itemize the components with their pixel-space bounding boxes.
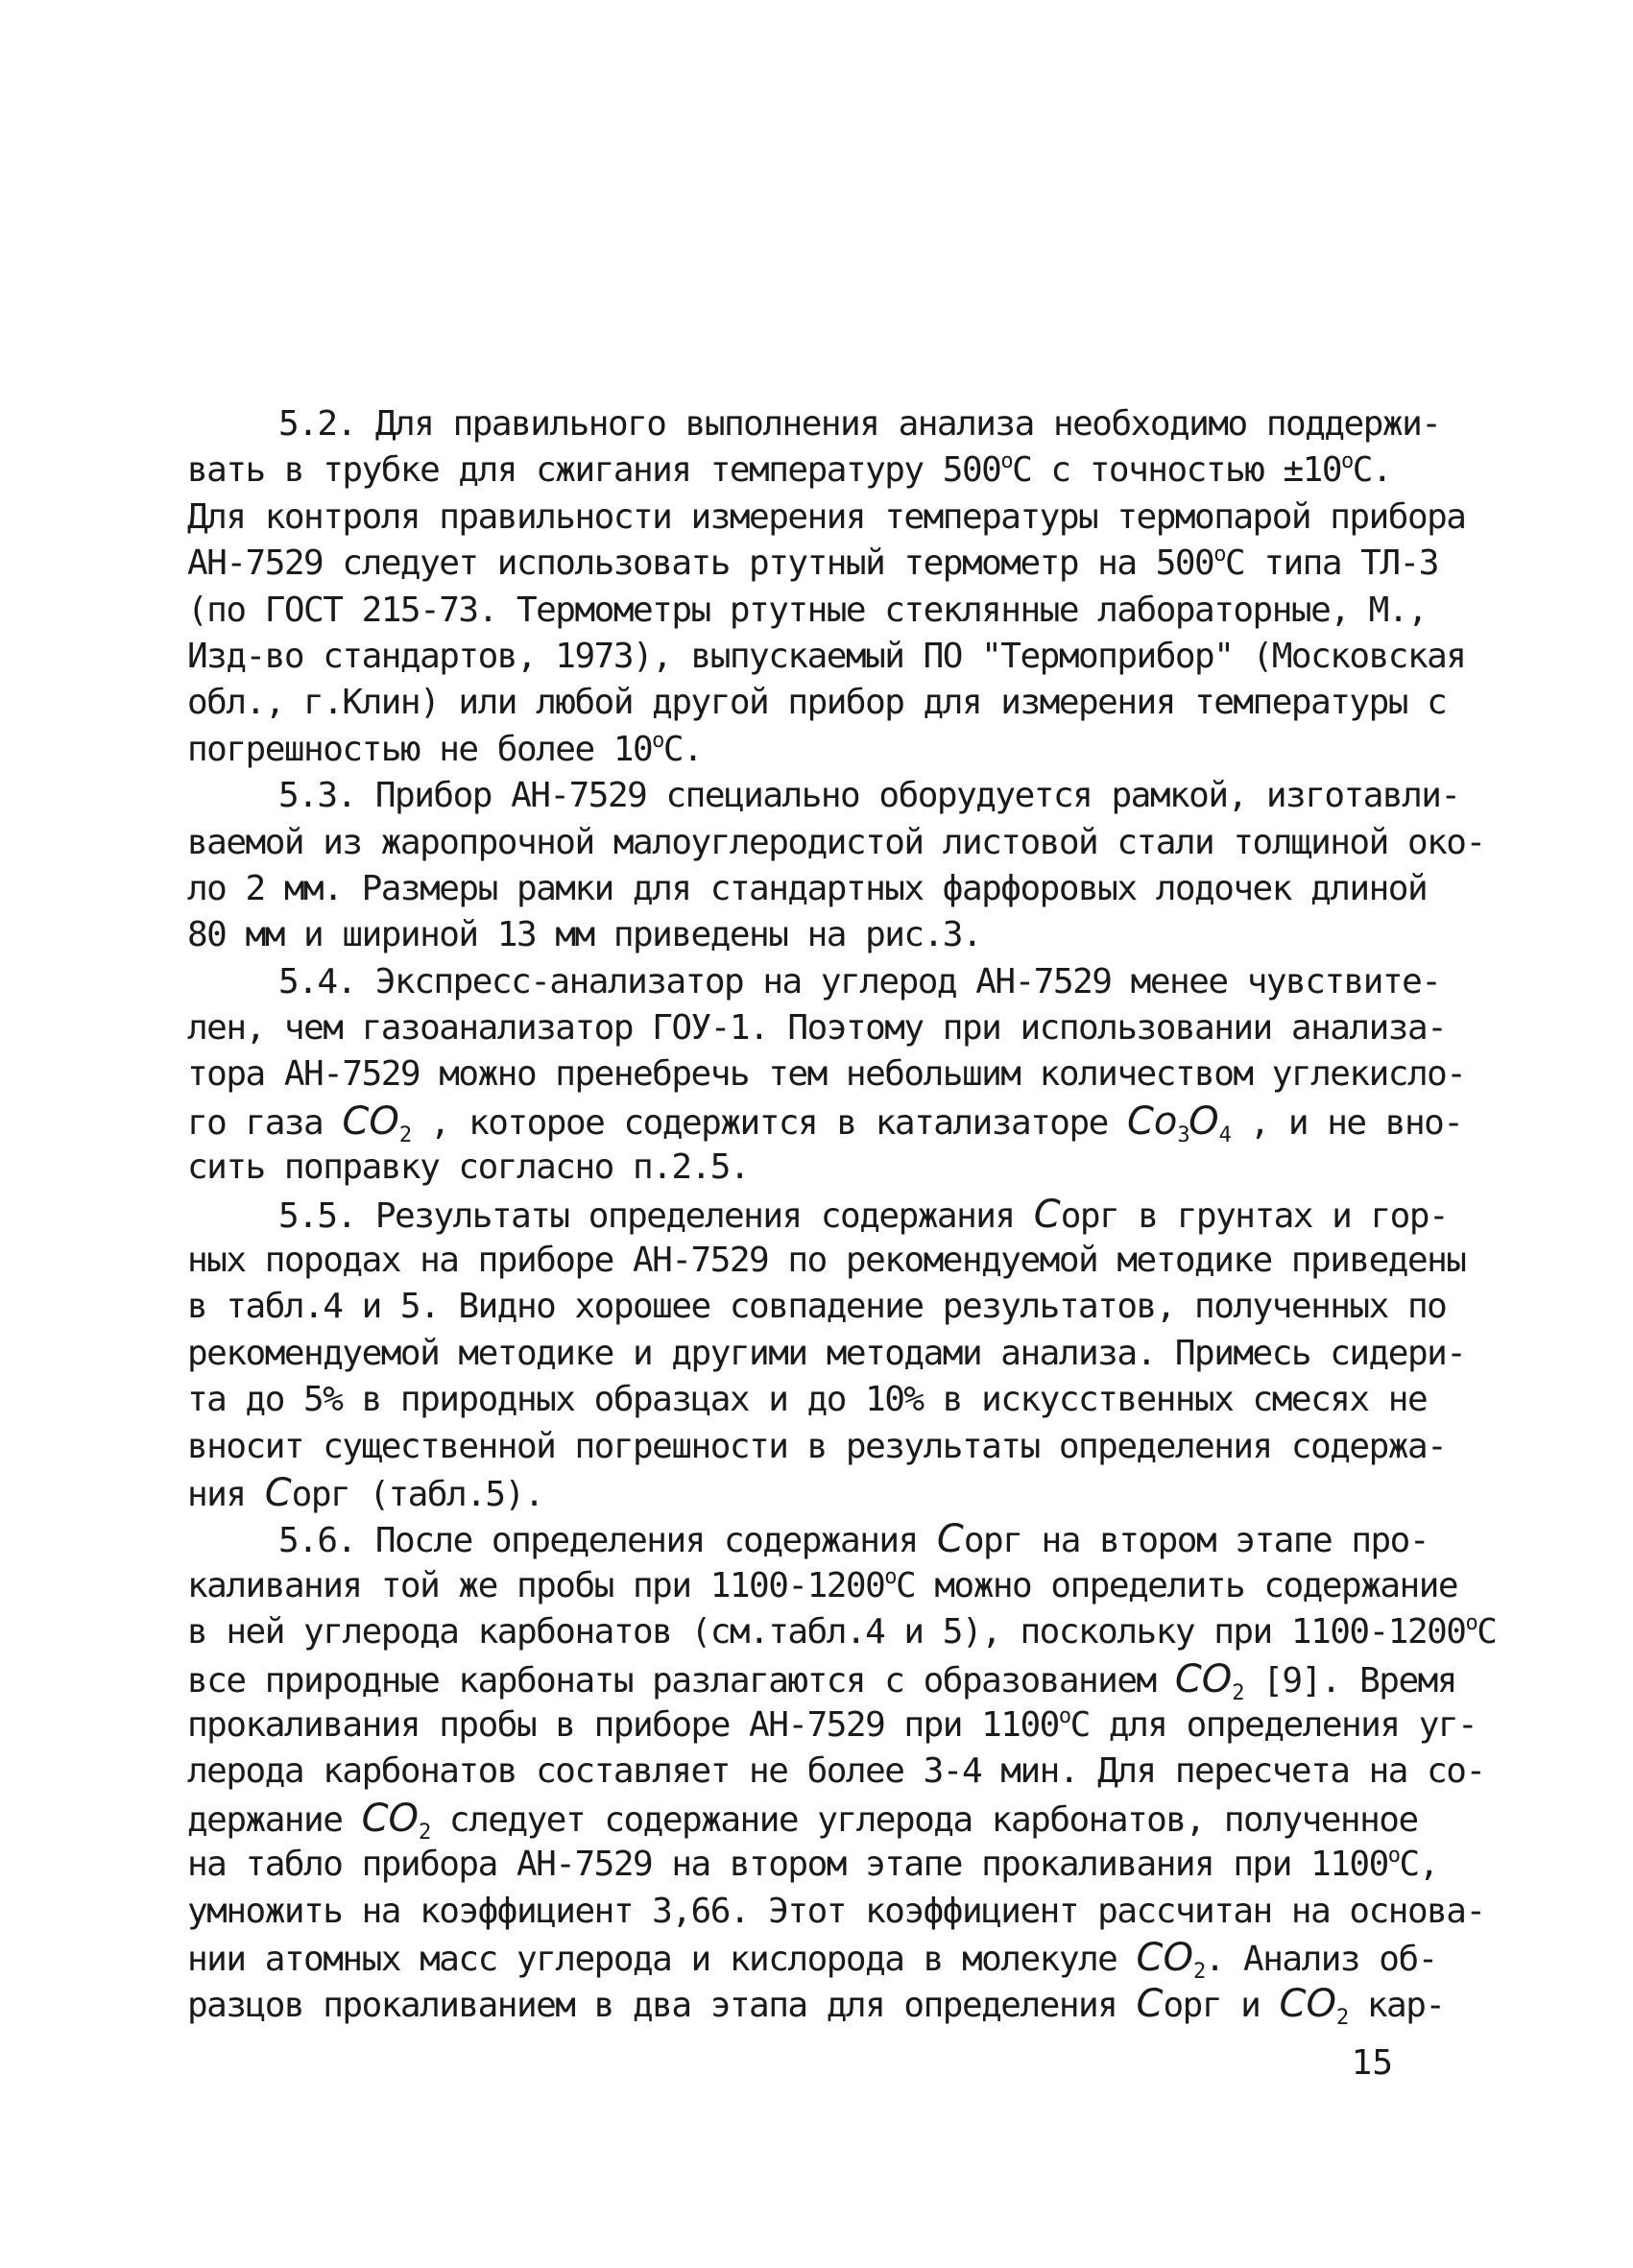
superscript: о	[1465, 1611, 1477, 1636]
text-line	[187, 1424, 1450, 1470]
text-segment: ваемой из жаропрочной малоуглеродистой листовой стали толщиной око-	[187, 822, 1485, 862]
handwritten-formula: Co	[1127, 1098, 1178, 1144]
text-segment: сить поправку согласно п.2.5.	[187, 1147, 750, 1188]
text-line	[187, 866, 1450, 912]
handwritten-formula: C	[1033, 1192, 1061, 1237]
text-segment: ло 2 мм. Размеры рамки для стандартных фарфоровых лодочек длиной	[187, 868, 1428, 908]
text-segment: в ней углерода карбонатов (см.табл.4 и 5), поскольку при 1100-1200	[187, 1612, 1466, 1653]
text-line	[187, 959, 1450, 1005]
handwritten-formula: CO	[1279, 1982, 1336, 2027]
superscript: о	[884, 1564, 897, 1589]
superscript: о	[1213, 543, 1225, 567]
text-line	[187, 820, 1485, 866]
text-line	[187, 1377, 1450, 1423]
text-segment: С можно определить содержание	[896, 1565, 1458, 1605]
text-segment: , которое содержится в катализаторе	[410, 1102, 1127, 1143]
text-segment: прокаливания пробы в приборе АН-7529 при 1100	[187, 1704, 1059, 1745]
text-segment: кар-	[1347, 1986, 1445, 2026]
text-line	[187, 541, 1450, 587]
text-line	[187, 1284, 1450, 1330]
handwritten-formula: CO	[1136, 1935, 1193, 1980]
text-line	[187, 588, 1450, 634]
text-segment: каливания той же пробы при 1100-1200	[187, 1565, 885, 1605]
subscript: 2	[419, 1820, 430, 1845]
text-segment: следует содержание углерода карбонатов, полученное	[429, 1799, 1418, 1840]
handwritten-formula: CO	[1174, 1656, 1233, 1701]
text-segment: рекомендуемой методике и другими методами анализа. Примесь сидери-	[187, 1333, 1466, 1373]
text-segment: нии атомных масс углерода и кислорода в молекуле	[187, 1939, 1137, 1979]
superscript: о	[1387, 1844, 1400, 1869]
text-line	[187, 401, 1450, 447]
text-segment: орг (табл.5).	[291, 1474, 543, 1514]
text-segment: 80 мм и шириной 13 мм приведены на рис.3.	[187, 915, 982, 955]
text-segment: 5.2. Для правильного выполнения анализа необходимо поддержи-	[278, 404, 1441, 444]
text-segment: 5.3. Прибор АН-7529 специально оборудуется рамкой, изготавли-	[278, 776, 1460, 816]
paragraph-5-4	[187, 959, 1466, 1192]
text-line	[187, 1609, 1497, 1655]
subscript: 2	[1335, 2006, 1348, 2031]
text-line	[187, 1098, 1463, 1147]
text-segment: 5.4. Экспресс-анализатор на углерод АН-7529 менее чувствите-	[278, 961, 1441, 1001]
text-line	[187, 447, 1450, 494]
text-line	[187, 1145, 1450, 1191]
text-segment: погрешностью не более 10	[187, 729, 653, 769]
text-line	[187, 1796, 1450, 1845]
text-segment: вносит существенной погрешности в результаты определения содержа-	[187, 1426, 1447, 1466]
text-segment: разцов прокаливанием в два этапа для определения	[187, 1986, 1137, 2026]
text-segment: С типа ТЛ-3	[1224, 543, 1438, 584]
text-line	[187, 1702, 1477, 1749]
handwritten-formula: CO	[342, 1098, 399, 1144]
handwritten-formula: C	[1136, 1982, 1164, 2027]
text-segment: (по ГОСТ 215-73. Термометры ртутные стеклянные лабораторные, М.,	[187, 590, 1428, 630]
text-line	[187, 773, 1460, 819]
text-segment: орг и	[1163, 1986, 1280, 2026]
text-segment: на табло прибора АН-7529 на втором этапе прокаливания при 1100	[187, 1845, 1388, 1885]
text-segment: С.	[662, 729, 703, 769]
superscript: о	[652, 728, 663, 753]
handwritten-formula: O	[1189, 1098, 1219, 1144]
text-segment: 5.6. После определения содержания	[278, 1521, 937, 1561]
text-line	[187, 1516, 1450, 1562]
text-line	[187, 1842, 1450, 1888]
text-line	[187, 1749, 1485, 1795]
superscript: о	[1058, 1703, 1070, 1728]
text-segment: С с точностью ±10	[1012, 450, 1342, 491]
subscript: 2	[1232, 1680, 1244, 1705]
text-line	[187, 1331, 1466, 1377]
text-segment: . Анализ об-	[1204, 1939, 1437, 1979]
text-line	[187, 634, 1466, 680]
text-segment: ных породах на приборе АН-7529 по рекомендуемой методике приведены	[187, 1241, 1466, 1281]
text-line	[187, 680, 1450, 726]
text-segment: лерода карбонатов составляет не более 3-4 мин. Для пересчета на со-	[187, 1751, 1485, 1792]
text-segment: обл., г.Клин) или любой другой прибор для измерения температуры с	[187, 683, 1447, 723]
text-line	[187, 1238, 1466, 1284]
handwritten-formula: C	[264, 1470, 292, 1515]
superscript: о	[1341, 449, 1353, 474]
text-line	[187, 1981, 1450, 2031]
text-line	[187, 912, 1450, 958]
text-segment: го газа	[187, 1102, 343, 1143]
text-line	[187, 1470, 1450, 1516]
text-segment: С.	[1352, 450, 1392, 491]
text-line	[187, 1005, 1450, 1051]
text-segment: ния	[187, 1474, 265, 1514]
text-segment: умножить на коэффициент 3,66. Этот коэффициент рассчитан на основа-	[187, 1891, 1485, 1931]
text-line	[187, 495, 1466, 541]
superscript: о	[1000, 449, 1013, 474]
paragraph-5-2	[187, 401, 1466, 773]
paragraph-5-6	[187, 1516, 1497, 2031]
text-line	[187, 1656, 1456, 1705]
text-segment: все природные карбонаты разлагаются с образованием	[187, 1660, 1175, 1701]
text-segment: С для определения уг-	[1069, 1704, 1477, 1745]
subscript: 3	[1177, 1122, 1189, 1147]
text-segment: орг в грунтах и гор-	[1060, 1195, 1449, 1236]
text-segment: АН-7529 следует использовать ртутный термометр на 500	[187, 543, 1214, 584]
document-body	[187, 401, 1497, 2031]
text-segment: та до 5% в природных образцах и до 10% в искусственных смесях не	[187, 1380, 1428, 1420]
handwritten-formula: C	[936, 1517, 964, 1562]
subscript: 4	[1218, 1122, 1231, 1147]
text-segment: С,	[1399, 1845, 1438, 1885]
text-line	[187, 1889, 1485, 1935]
text-segment: [9]. Время	[1243, 1660, 1456, 1701]
text-segment: в табл.4 и 5. Видно хорошее совпадение результатов, полученных по	[187, 1287, 1447, 1327]
text-line	[187, 1192, 1450, 1238]
text-line	[187, 1563, 1458, 1609]
paragraph-5-5	[187, 1192, 1466, 1517]
handwritten-formula: CO	[361, 1796, 419, 1841]
text-segment: , и не вно-	[1230, 1102, 1463, 1143]
text-segment: лен, чем газоанализатор ГОУ-1. Поэтому при использовании анализа-	[187, 1008, 1447, 1049]
text-segment: Для контроля правильности измерения температуры термопарой прибора	[187, 496, 1466, 537]
paragraph-5-3	[187, 773, 1485, 959]
text-line	[187, 727, 1450, 773]
text-segment: Изд-во стандартов, 1973), выпускаемый ПО "Термоприбор" (Московская	[187, 636, 1466, 676]
text-segment: орг на втором этапе про-	[963, 1521, 1429, 1561]
text-segment: С	[1477, 1612, 1497, 1653]
text-segment: вать в трубке для сжигания температуру 500	[187, 450, 1001, 491]
text-segment: тора АН-7529 можно пренебречь тем небольшим количеством углекисло-	[187, 1054, 1466, 1095]
text-line	[187, 1051, 1466, 1098]
text-segment: 5.5. Результаты определения содержания	[278, 1195, 1034, 1236]
text-line	[187, 1935, 1450, 1984]
text-segment: держание	[187, 1799, 362, 1840]
subscript: 2	[1192, 1959, 1205, 1984]
subscript: 2	[398, 1122, 411, 1147]
page-number: 15	[1351, 2043, 1393, 2083]
